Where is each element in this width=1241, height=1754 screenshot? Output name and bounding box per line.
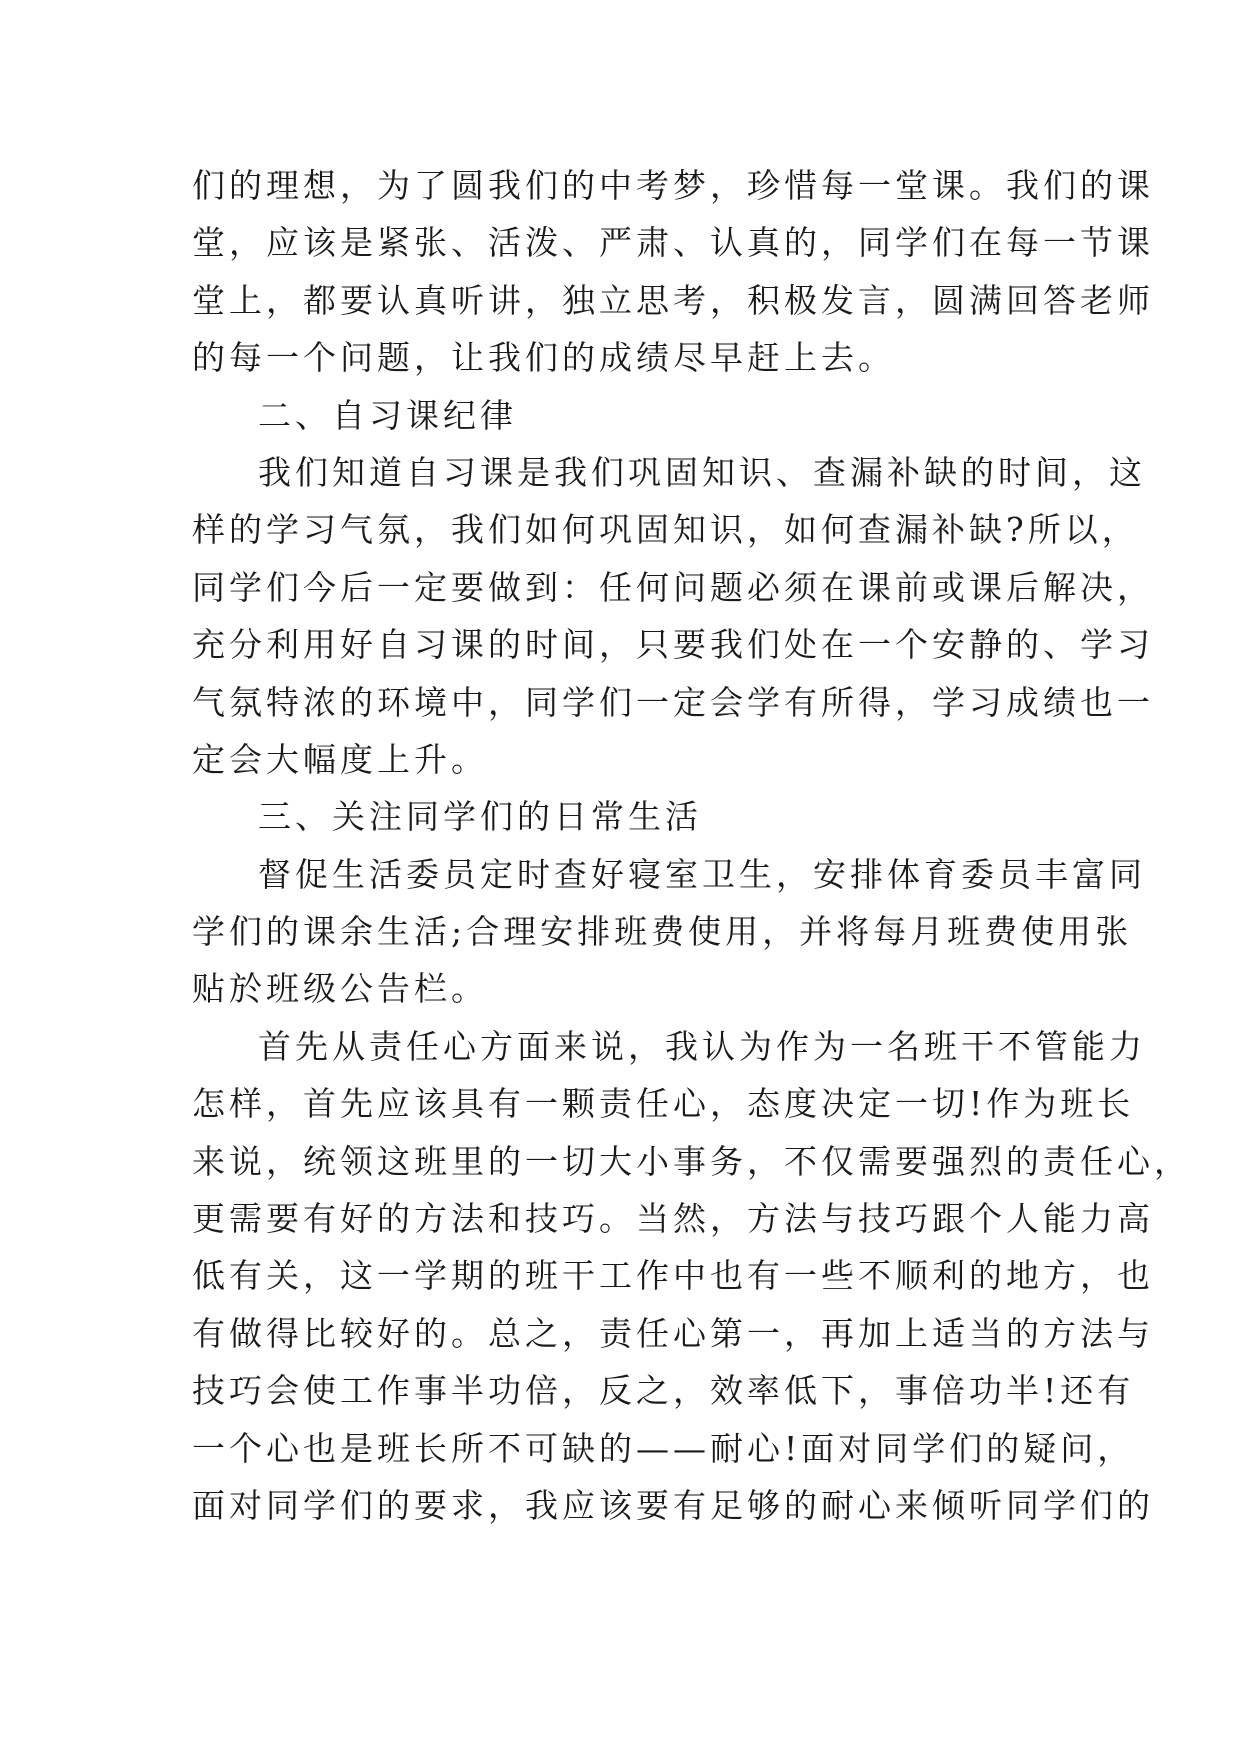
body-line: 贴於班级公告栏。: [192, 969, 488, 1009]
body-line: 定会大幅度上升。: [192, 739, 488, 779]
body-line: 气氛特浓的环境中，同学们一定会学有所得，学习成绩也一: [192, 682, 1154, 722]
body-line: 同学们今后一定要做到：任何问题必须在课前或课后解决，: [192, 567, 1154, 607]
document-body: [192, 157, 1191, 1534]
body-line: 充分利用好自习课的时间，只要我们处在一个安静的、学习: [192, 625, 1154, 665]
body-line: 堂上，都要认真听讲，独立思考，积极发言，圆满回答老师: [192, 280, 1154, 320]
body-line: 学们的课余生活;合理安排班费使用，并将每月班费使用张: [192, 912, 1133, 952]
body-line: 更需要有好的方法和技巧。当然，方法与技巧跟个人能力高: [192, 1199, 1154, 1239]
body-line: 低有关，这一学期的班干工作中也有一些不顺利的地方，也: [192, 1256, 1154, 1296]
body-line: 样的学习气氛，我们如何巩固知识，如何查漏补缺?所以，: [192, 510, 1139, 550]
body-line: 一个心也是班长所不可缺的——耐心!面对同学们的疑问，: [192, 1428, 1135, 1468]
body-line: 有做得比较好的。总之，责任心第一，再加上适当的方法与: [192, 1313, 1154, 1353]
body-line: 来说，统领这班里的一切大小事务，不仅需要强烈的责任心，: [192, 1141, 1191, 1181]
paragraph-start-line: 我们知道自习课是我们巩固知识、查漏补缺的时间，这: [258, 452, 1146, 492]
body-line: 面对同学们的要求，我应该要有足够的耐心来倾听同学们的: [192, 1485, 1154, 1525]
body-line: 们的理想，为了圆我们的中考梦，珍惜每一堂课。我们的课: [192, 166, 1154, 205]
body-line: 技巧会使工作事半功倍，反之，效率低下，事倍功半!还有: [192, 1371, 1135, 1411]
body-line: 怎样，首先应该具有一颗责任心，态度决定一切!作为班长: [192, 1084, 1135, 1124]
paragraph-start-line: 首先从责任心方面来说，我认为作为一名班干不管能力: [258, 1026, 1146, 1066]
paragraph-start-line: 督促生活委员定时查好寝室卫生，安排体育委员丰富同: [258, 854, 1146, 894]
section-heading-self-study: 二、自习课纪律: [258, 395, 517, 435]
section-heading-daily-life: 三、关注同学们的日常生活: [258, 797, 702, 837]
body-line: 堂，应该是紧张、活泼、严肃、认真的，同学们在每一节课: [192, 223, 1154, 263]
body-line: 的每一个问题，让我们的成绩尽早赶上去。: [192, 338, 895, 378]
